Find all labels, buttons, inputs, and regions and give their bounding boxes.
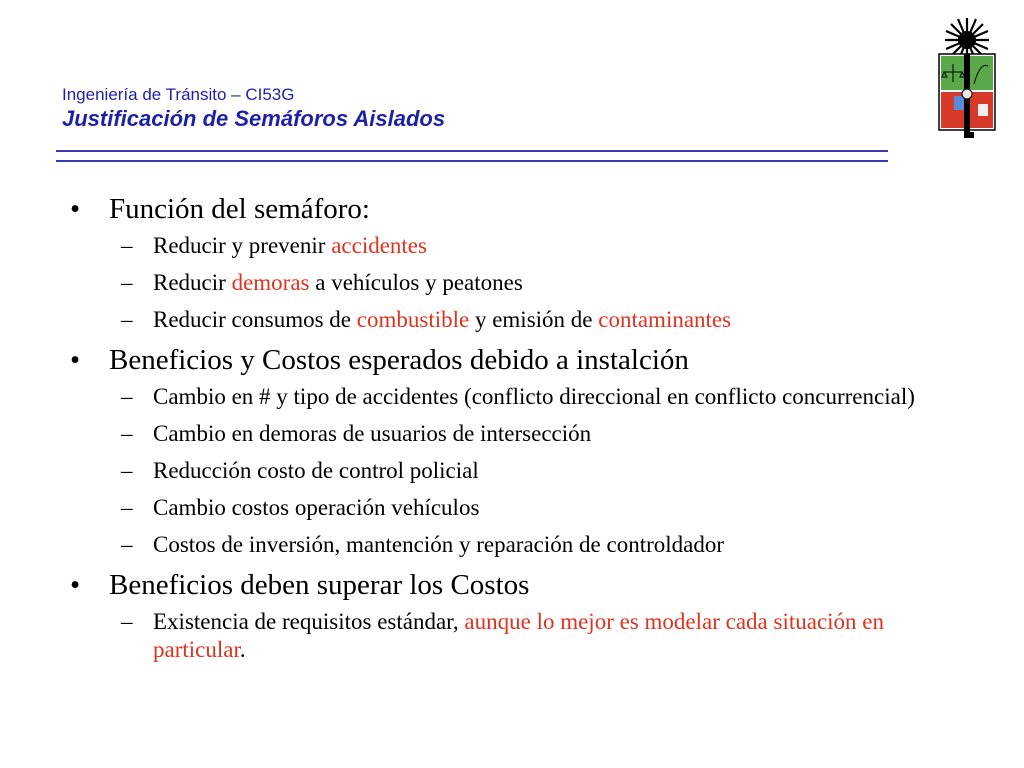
item-text: Cambio en # y tipo de accidentes (conflicto direccional en conflicto concurrencial): [153, 384, 915, 409]
item-text: y emisión de: [469, 307, 599, 332]
course-name: Ingeniería de Tránsito – CI53G: [62, 85, 295, 104]
bullet-heading: [70, 192, 950, 226]
item-text: Reducir: [153, 270, 232, 295]
item-text: Existencia de requisitos estándar,: [153, 609, 465, 634]
highlighted-text: contaminantes: [598, 307, 732, 332]
bullet-icon: •: [70, 344, 81, 376]
dash-icon: –: [121, 421, 133, 446]
sub-bullet-item: [70, 494, 950, 522]
bullet-heading-text: Beneficios y Costos esperados debido a instalción: [109, 344, 689, 376]
sub-bullet-item: [70, 608, 950, 664]
item-text: .: [239, 637, 246, 662]
dash-icon: –: [121, 532, 133, 557]
dash-icon: –: [121, 495, 133, 520]
dash-icon: –: [121, 609, 133, 634]
dash-icon: –: [121, 458, 133, 483]
sub-bullet-item: [70, 457, 950, 485]
header-rule-bottom: [56, 160, 888, 162]
bullet-icon: •: [70, 569, 81, 601]
item-text: Reducir consumos de: [153, 307, 357, 332]
item-text: Cambio costos operación vehículos: [153, 495, 480, 520]
bullet-heading: [70, 568, 950, 602]
sub-bullet-item: [70, 383, 950, 411]
sub-bullet-item: [70, 420, 950, 448]
slide-header: [62, 84, 445, 133]
item-text: a vehículos y peatones: [309, 270, 523, 295]
bullet-heading-text: Beneficios deben superar los Costos: [109, 569, 530, 601]
sub-bullet-item: [70, 306, 950, 334]
highlighted-text: demoras: [231, 270, 310, 295]
item-text: Costos de inversión, mantención y reparación de controldador: [153, 532, 725, 557]
slide-title: Justificación de Semáforos Aislados: [62, 106, 446, 131]
slide-content: [70, 192, 950, 673]
dash-icon: –: [121, 384, 133, 409]
bullet-heading: [70, 343, 950, 377]
item-text: Reducción costo de control policial: [153, 458, 479, 483]
bullet-icon: •: [70, 193, 81, 225]
header-rule-top: [56, 150, 888, 152]
dash-icon: –: [121, 270, 133, 295]
bullet-heading-text: Función del semáforo:: [109, 193, 370, 225]
sub-bullet-item: [70, 531, 950, 559]
highlighted-text: combustible: [356, 307, 470, 332]
item-text: Reducir y prevenir: [153, 233, 332, 258]
item-text: Cambio en demoras de usuarios de intersección: [153, 421, 592, 446]
university-crest-icon: [934, 10, 1004, 138]
highlighted-text: accidentes: [331, 233, 427, 258]
sub-bullet-item: [70, 232, 950, 260]
sub-bullet-item: [70, 269, 950, 297]
dash-icon: –: [121, 233, 133, 258]
highlighted-text: aunque lo mejor es modelar cada situación en particular: [153, 609, 884, 662]
dash-icon: –: [121, 307, 133, 332]
